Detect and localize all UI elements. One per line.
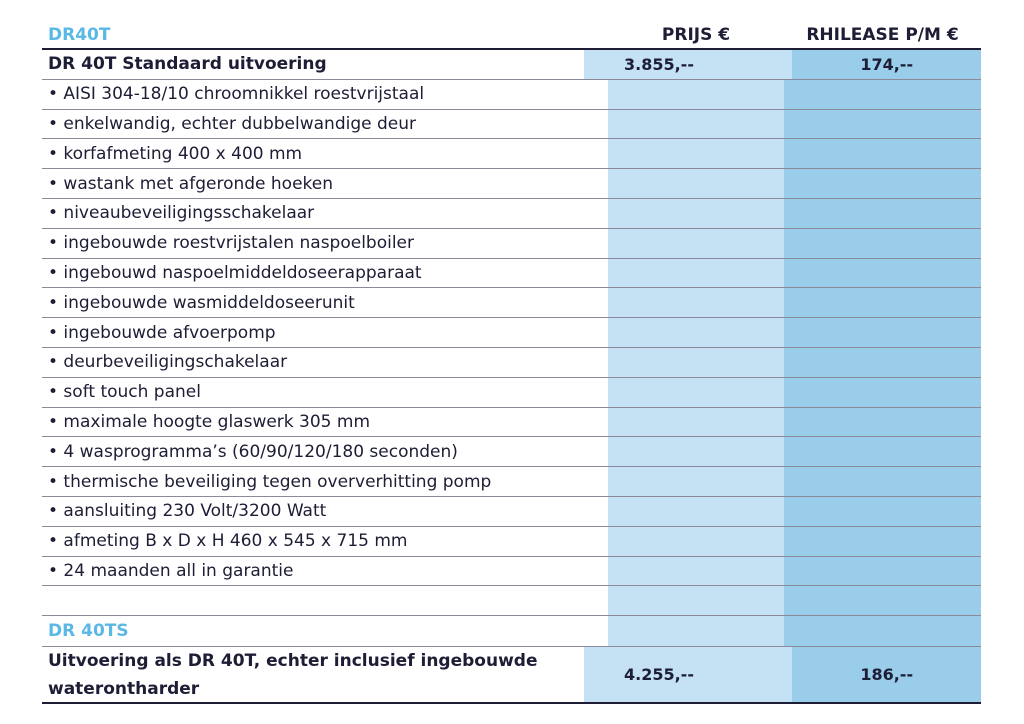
blank-cell: [42, 586, 608, 615]
feature-price-cell: [608, 199, 784, 228]
feature-price-cell: [608, 259, 784, 288]
section-title-text: DR40T: [48, 25, 111, 45]
blank-lease-cell: [784, 586, 981, 615]
feature-price-cell: [608, 139, 784, 168]
feature-lease-cell: [784, 318, 981, 347]
feature-lease-cell: [784, 169, 981, 198]
feature-price-cell: [608, 497, 784, 526]
feature-lease-cell: [784, 288, 981, 317]
feature-lease-cell: [784, 348, 981, 377]
second-product-row: [42, 647, 981, 704]
feature-price-cell: [608, 169, 784, 198]
feature-row: [42, 557, 981, 587]
feature-row: [42, 259, 981, 289]
feature-row: [42, 288, 981, 318]
section-lease-cell: [784, 616, 981, 646]
main-product-price: 3.855,--: [584, 50, 792, 79]
feature-text: • korfafmeting 400 x 400 mm: [48, 143, 303, 164]
feature-lease-cell: [784, 80, 981, 109]
feature-price-cell: [608, 288, 784, 317]
feature-text: • enkelwandig, echter dubbelwandige deur: [48, 113, 416, 134]
feature-row: [42, 139, 981, 169]
main-product-name: DR 40T Standaard uitvoering: [48, 54, 327, 75]
feature-lease-cell: [784, 497, 981, 526]
feature-price-cell: [608, 80, 784, 109]
feature-text: • ingebouwd naspoelmiddeldoseerapparaat: [48, 262, 422, 283]
feature-row: [42, 527, 981, 557]
feature-lease-cell: [784, 408, 981, 437]
feature-lease-cell: [784, 199, 981, 228]
feature-text: • AISI 304-18/10 chroomnikkel roestvrijstaal: [48, 84, 425, 105]
feature-row: [42, 318, 981, 348]
section-title-text: DR 40TS: [48, 621, 129, 642]
blank-row: [42, 586, 981, 616]
second-product-lease: 186,--: [792, 647, 981, 702]
feature-price-cell: [608, 557, 784, 586]
table-header-row: [42, 22, 981, 50]
feature-row: [42, 378, 981, 408]
feature-text: • wastank met afgeronde hoeken: [48, 173, 334, 194]
feature-lease-cell: [784, 527, 981, 556]
feature-text: • thermische beveiliging tegen oververhitting pomp: [48, 471, 492, 492]
feature-lease-cell: [784, 557, 981, 586]
feature-lease-cell: [784, 139, 981, 168]
feature-row: [42, 110, 981, 140]
section-title-row-dr40ts: [42, 616, 981, 647]
feature-row: [42, 348, 981, 378]
feature-lease-cell: [784, 437, 981, 466]
feature-text: • niveaubeveiligingsschakelaar: [48, 203, 315, 224]
feature-price-cell: [608, 437, 784, 466]
blank-price-cell: [608, 586, 784, 615]
feature-price-cell: [608, 527, 784, 556]
feature-lease-cell: [784, 467, 981, 496]
feature-row: [42, 497, 981, 527]
feature-row: [42, 169, 981, 199]
price-table: [42, 22, 981, 704]
feature-text: • ingebouwde wasmiddeldoseerunit: [48, 292, 355, 313]
second-product-description: Uitvoering als DR 40T, echter inclusief ingebouwde waterontharder: [48, 650, 538, 699]
feature-row: [42, 467, 981, 497]
feature-price-cell: [608, 467, 784, 496]
feature-lease-cell: [784, 378, 981, 407]
main-product-lease: 174,--: [792, 50, 981, 79]
feature-price-cell: [608, 110, 784, 139]
feature-price-cell: [608, 408, 784, 437]
feature-text: • 24 maanden all in garantie: [48, 560, 294, 581]
feature-lease-cell: [784, 229, 981, 258]
feature-price-cell: [608, 318, 784, 347]
section-title-dr40ts: [42, 616, 608, 646]
feature-text: • aansluiting 230 Volt/3200 Watt: [48, 501, 327, 522]
feature-row: [42, 80, 981, 110]
feature-row: [42, 437, 981, 467]
feature-text: • 4 wasprogramma’s (60/90/120/180 seconden): [48, 441, 458, 462]
lease-column-header: RHILEASE P/M €: [806, 25, 959, 45]
price-column-header: PRIJS €: [661, 25, 731, 45]
feature-price-cell: [608, 378, 784, 407]
feature-row: [42, 229, 981, 259]
second-product-price: 4.255,--: [584, 647, 792, 702]
section-title-dr40t: [42, 22, 608, 48]
feature-row: [42, 408, 981, 438]
feature-lease-cell: [784, 110, 981, 139]
main-product-row: [42, 50, 981, 80]
feature-text: • maximale hoogte glaswerk 305 mm: [48, 411, 371, 432]
feature-lease-cell: [784, 259, 981, 288]
feature-price-cell: [608, 348, 784, 377]
feature-text: • ingebouwde afvoerpomp: [48, 322, 276, 343]
feature-text: • afmeting B x D x H 460 x 545 x 715 mm: [48, 531, 408, 552]
feature-price-cell: [608, 229, 784, 258]
feature-text: • ingebouwde roestvrijstalen naspoelboiler: [48, 233, 415, 254]
feature-row: [42, 199, 981, 229]
feature-text: • deurbeveiligingschakelaar: [48, 352, 288, 373]
feature-text: • soft touch panel: [48, 382, 201, 403]
section-price-cell: [608, 616, 784, 646]
